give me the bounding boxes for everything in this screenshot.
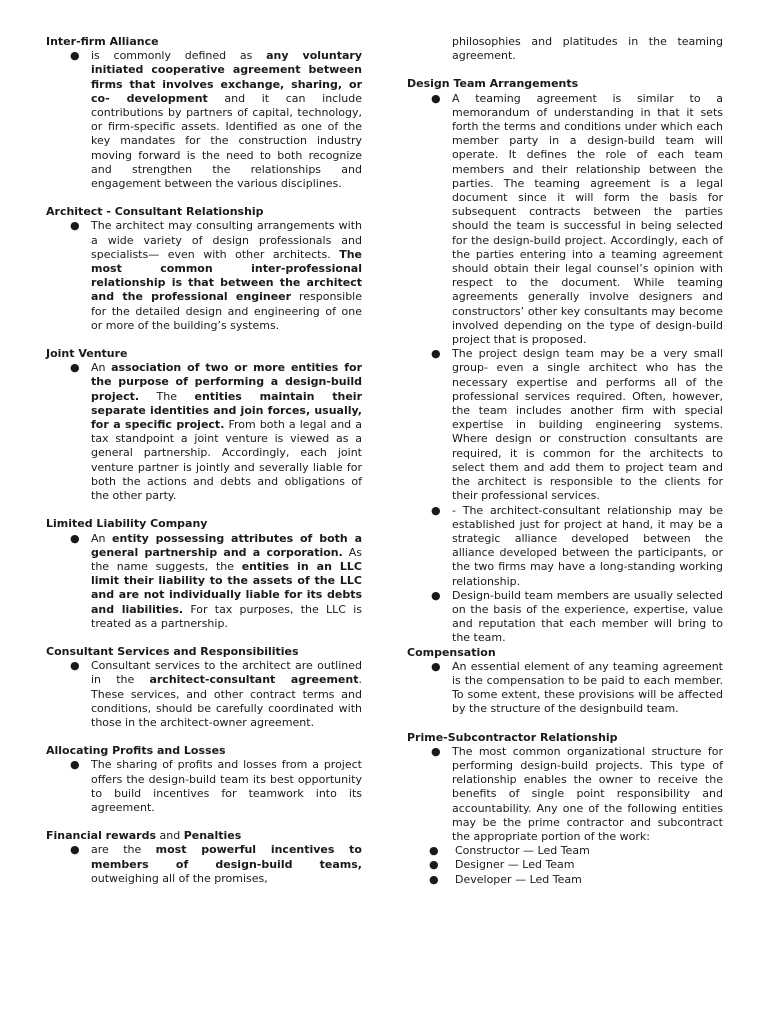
heading-consultant-services: Consultant Services and Responsibilities (46, 644, 299, 658)
text: The (139, 389, 195, 403)
bold-text: The most common inter-professional relationship is that between the architect and the professional engineer (91, 247, 362, 304)
text: outweighing all of the promises, (91, 871, 268, 885)
bullet-icon: ● (431, 347, 441, 361)
heading-part: Penalties (183, 829, 242, 843)
heading-part: Financial rewards (46, 829, 156, 843)
heading-part: and (156, 829, 184, 843)
text: From both a legal and a tax standpoint a joint venture is viewed as a general partnership. Accordingly, each joint venture partner is jointly and severally liable for both the actions and debts and obligations of the other party. (91, 418, 362, 503)
bullet-icon: ● (431, 91, 441, 105)
list-item (46, 532, 362, 631)
bullet-icon: ● (431, 659, 441, 673)
bullet-icon: ● (429, 844, 439, 858)
bold-text: entity possessing attributes of both a general partnership and a corporation. (91, 531, 362, 559)
heading-architect-consultant: Architect - Consultant Relationship (46, 205, 264, 219)
text: An essential element of any teaming agreement is the compensation to be paid to each member. To some extent, these provisions will be affected by the structure of the designbuild team. (452, 659, 723, 716)
bullet-icon: ● (70, 531, 80, 545)
text: The most common organizational structure for performing design-build projects. This type of relationship enables the owner to receive the benefits of single point responsibility and accountability. Any one of the following entities may be the prime contractor and subcontract the appropriate portion of the work: (452, 744, 723, 843)
bold-text: association of two or more entities for the purpose of performing a design-build project. (91, 361, 362, 403)
sub-list-item (407, 873, 723, 887)
text: Design-build team members are usually selected on the basis of the experience, expertise, value and reputation that each member will bring to the team. (452, 588, 723, 645)
sub-list-item (407, 858, 723, 872)
bullet-icon: ● (70, 49, 80, 63)
text: The sharing of profits and losses from a project offers the design-build team its best opportunity to build incentives for teamwork into its agreement. (91, 758, 362, 814)
bullet-icon: ● (429, 872, 439, 886)
heading-joint-venture: Joint Venture (46, 347, 128, 361)
list-item (46, 361, 362, 503)
bullet-icon: ● (70, 843, 80, 857)
text: A teaming agreement is similar to a memorandum of understanding in that it sets forth the terms and conditions under which each member party in a design-build team will operate. It defines the role of each team members and their relationship between the parties. The teaming agreement is a legal document since it will form the basis for subsequent contracts between the parties should the team is successful in being selected for the design-build project. Accordingly, each of the parties entering into a teaming agreement should obtain their legal counsel’s opinion with respect to the document. While teaming agreements generally involve designers and constructors’ other key consultants may become involved depending on the type of design-build project that is proposed. (452, 91, 723, 347)
list-item (407, 589, 723, 646)
text: Constructor — Led Team (455, 844, 590, 858)
text: Designer — Led Team (455, 858, 575, 872)
text: . These services, and other contract terms and conditions, should be carefully coordinated with those in the architect-owner agreement. (91, 673, 362, 729)
heading-financial-rewards (46, 829, 362, 843)
heading-prime-subcontractor: Prime-Subcontractor Relationship (407, 730, 618, 744)
list-item (46, 843, 362, 886)
bullet-icon: ● (431, 744, 441, 758)
list-item (407, 745, 723, 844)
text: Developer — Led Team (455, 872, 582, 886)
text: The project design team may be a very small group- even a single architect who has the necessary expertise and performs all of the professional services required. Often, however, the team includes another firm with special expertise in building engineering systems. Where design or construction consultants are required, it is common for the architects to select them and add them to project team and the architect is responsible to the clients for their professional services. (452, 347, 723, 503)
list-item (46, 758, 362, 815)
text: is commonly defined as (91, 49, 267, 63)
list-item (46, 659, 362, 730)
list-item (407, 504, 723, 589)
bullet-icon: ● (70, 659, 80, 673)
text: are the (91, 843, 156, 857)
bullet-icon: ● (70, 219, 80, 233)
text: The architect may consulting arrangements with a wide variety of design professionals and specialists— even with other architects. (91, 219, 362, 261)
bold-text: entities maintain their separate identities and join forces, usually, for a specific project. (91, 389, 362, 432)
text: and it can include contributions by partners of capital, technology, or firm-specific assets. Identified as one of the key mandates for the construction industry moving forward is the need to both recognize and strengthen the relationships and engagement between the various disciplines. (91, 91, 362, 191)
sub-list-item (407, 844, 723, 858)
text: Consultant services to the architect are outlined in the (91, 659, 362, 687)
bold-text: entities in an LLC limit their liability to the assets of the LLC and are not individually liable for its debts and liabilities. (91, 559, 362, 616)
bullet-icon: ● (429, 858, 439, 872)
text: responsible for the detailed design and engineering of one or more of the building’s systems. (91, 290, 363, 332)
text: As the name suggests, the (91, 545, 362, 573)
list-item (46, 49, 362, 191)
text: For tax purposes, the LLC is treated as a partnership. (91, 602, 362, 630)
heading-compensation: Compensation (407, 645, 496, 659)
bold-text: architect-consultant agreement (149, 673, 359, 687)
bold-text: any voluntary initiated cooperative agreement between firms that involves exchange, sharing, or co- development (91, 49, 362, 105)
text: An (91, 361, 112, 375)
left-column (46, 35, 362, 886)
right-column (407, 35, 723, 887)
bullet-icon: ● (70, 758, 80, 772)
list-item (407, 347, 723, 503)
bold-text: most powerful incentives to members of design-build teams, (91, 843, 362, 871)
bullet-icon: ● (70, 361, 80, 375)
heading-llc: Limited Liability Company (46, 517, 208, 531)
continuation-text: philosophies and platitudes in the teaming agreement. (452, 35, 723, 63)
heading-allocating-profits: Allocating Profits and Losses (46, 744, 226, 758)
bullet-icon: ● (431, 588, 441, 602)
bullet-icon: ● (431, 503, 441, 517)
list-item (407, 660, 723, 717)
heading-design-team: Design Team Arrangements (407, 77, 579, 91)
list-item (46, 219, 362, 333)
list-item (407, 92, 723, 348)
heading-interfirm-alliance: Inter-firm Alliance (46, 35, 159, 48)
text: - The architect-consultant relationship may be established just for project at hand, it may be a strategic alliance developed between the alliance developed between the participants, or the two firms may have a long-standing working relationship. (452, 503, 723, 588)
text: An (91, 531, 113, 545)
